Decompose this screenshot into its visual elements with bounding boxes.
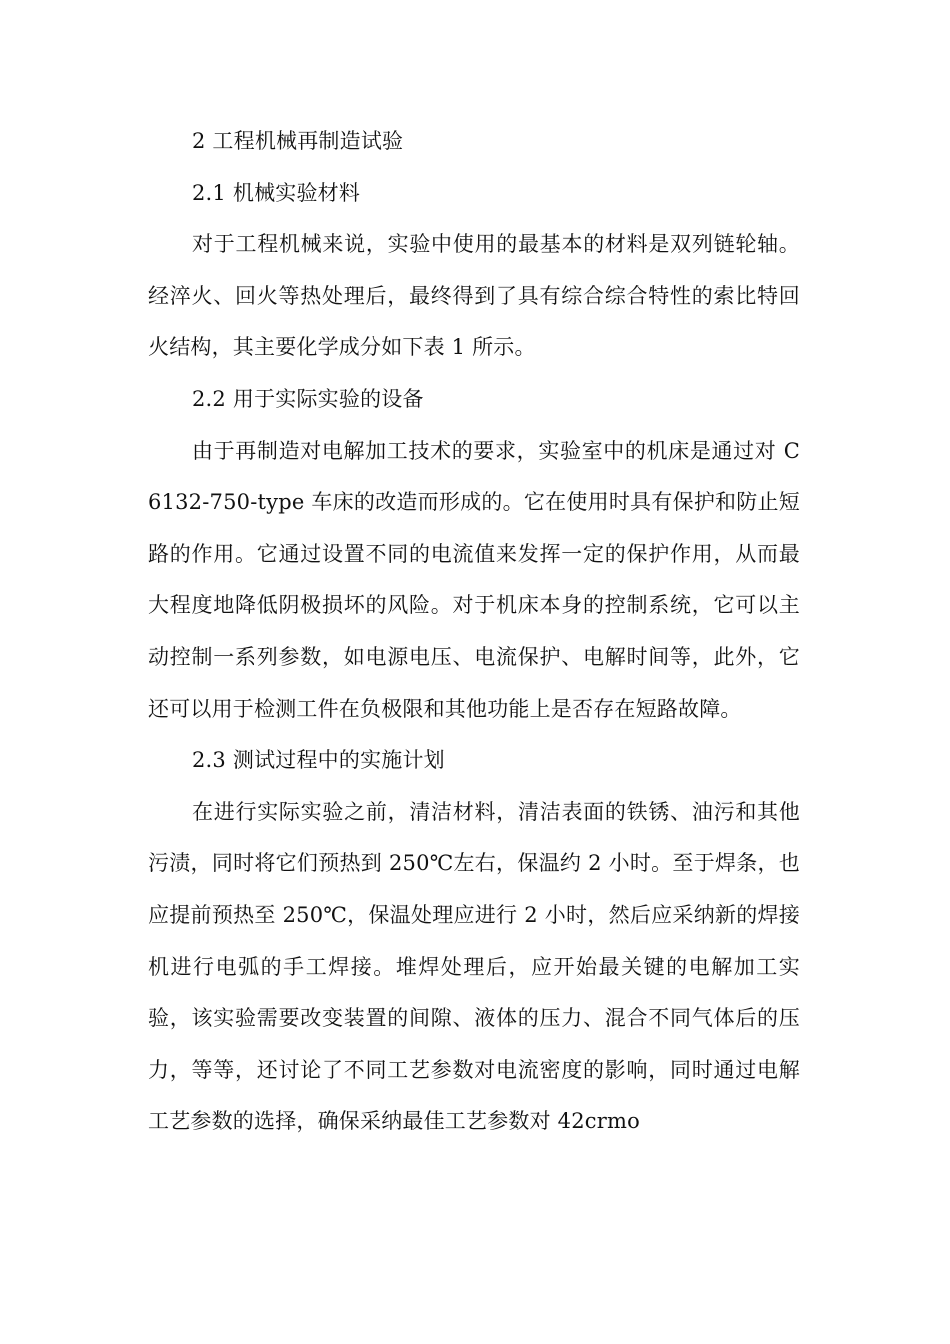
section-2-2-heading: 2.2 用于实际实验的设备: [192, 386, 424, 411]
section-2-3-paragraph: 在进行实际实验之前，清洁材料，清洁表面的铁锈、油污和其他污渍，同时将它们预热到 250℃左右，保温约 2 小时。至于焊条，也应提前预热至 250℃，保温处理应进行 2 小时，然后应采纳新的焊接机进行电弧的手工焊接。堆焊处理后，应开始最关键的电解加工实验，该实验需要改变装置的间隙、液体的压力、混合不同气体后的压力，等等，还讨论了不同工艺参数对电流密度的影响，同时通过电解工艺参数的选择，确保采纳最佳工艺参数对 42crmo: [148, 799, 800, 1134]
section-2-1-heading: 2.1 机械实验材料: [192, 180, 361, 205]
section-2-3-heading: 2.3 测试过程中的实施计划: [192, 748, 445, 773]
section-2-1-paragraph: 对于工程机械来说，实验中使用的最基本的材料是双列链轮轴。经淬火、回火等热处理后，最终得到了具有综合综合特性的索比特回火结构，其主要化学成分如下表 1 所示。: [148, 232, 800, 360]
section-2-heading: 2 工程机械再制造试验: [192, 129, 404, 153]
section-2-2-paragraph: 由于再制造对电解加工技术的要求，实验室中的机床是通过对 C6132-750-type 车床的改造而形成的。它在使用时具有保护和防止短路的作用。它通过设置不同的电流值来发挥一定的保护作用，从而最大程度地降低阴极损坏的风险。对于机床本身的控制系统，它可以主动控制一系列参数，如电源电压、电流保护、电解时间等，此外，它还可以用于检测工件在负极限和其他功能上是否存在短路故障。: [148, 438, 800, 721]
document-body: [148, 116, 800, 1148]
